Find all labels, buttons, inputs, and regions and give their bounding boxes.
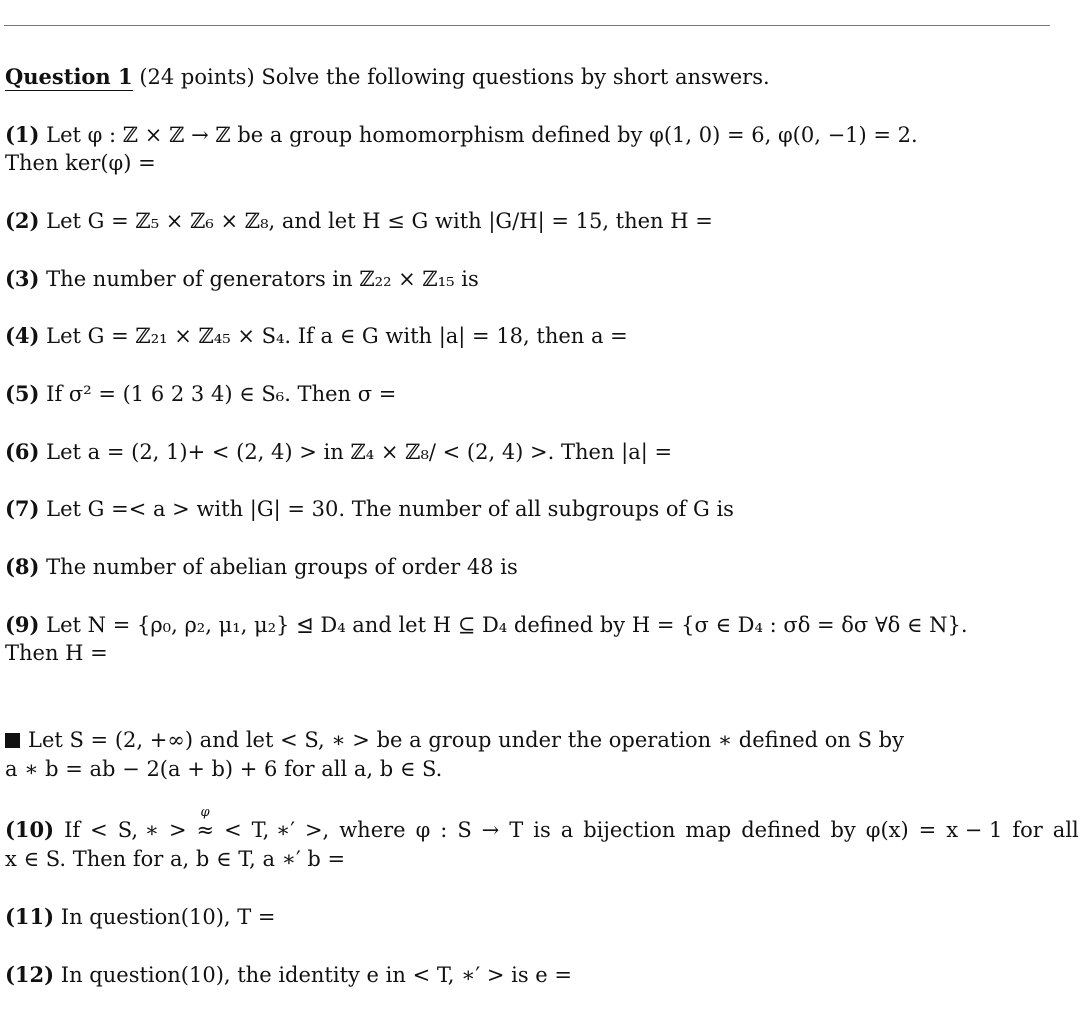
question-10-word: where <box>339 818 406 842</box>
group-definition-line2 <box>5 755 442 783</box>
question-10-word: x − 1 <box>946 818 1003 842</box>
question-number: (6) <box>5 439 40 464</box>
question-10-word: → <box>481 818 500 842</box>
question-10 <box>5 805 1079 844</box>
question-text: The number of generators in ℤ₂₂ × ℤ₁₅ is <box>46 267 479 291</box>
question-2 <box>5 207 713 235</box>
question-text: Let G =< a > with |G| = 30. The number of all subgroups of G is <box>46 497 734 521</box>
question-11 <box>5 903 276 931</box>
question-text: Let N = {ρ₀, ρ₂, μ₁, μ₂} ⊴ D₄ and let H ⊆ D₄ defined by H = {σ ∈ D₄ : σδ = δσ ∀δ ∈ N}. <box>46 613 968 637</box>
top-rule <box>4 25 1050 26</box>
question-text: Let φ : ℤ × ℤ → ℤ be a group homomorphism defined by φ(1, 0) = 6, φ(0, −1) = 2. <box>46 123 918 147</box>
question-text: The number of abelian groups of order 48 is <box>46 555 518 579</box>
question-10-word: T <box>509 818 524 842</box>
question-10-word: S, ∗ <box>117 818 159 842</box>
question-text: Let G = ℤ₂₁ × ℤ₄₅ × S₄. If a ∈ G with |a| = 18, then a = <box>46 324 628 348</box>
question-text: Let a = (2, 1)+ < (2, 4) > in ℤ₄ × ℤ₈/ < (2, 4) >. Then |a| = <box>46 440 673 464</box>
group-definition-text: Let S = (2, +∞) and let < S, ∗ > be a group under the operation ∗ defined on S by <box>28 728 904 752</box>
question-10-word: S <box>457 818 472 842</box>
question-10-word: defined <box>741 818 821 842</box>
question-10-word: < <box>90 818 108 842</box>
question-10-word: a <box>560 818 574 842</box>
question-text: If σ² = (1 6 2 3 4) ∈ S₆. Then σ = <box>46 382 397 406</box>
question-title: Question 1 <box>5 64 133 89</box>
question-text: Then H = <box>5 641 108 665</box>
question-6 <box>5 438 672 466</box>
question-1 <box>5 121 918 149</box>
question-10-word: bijection <box>583 818 676 842</box>
question-text: In question(10), the identity e in < T, ∗′ > is e = <box>60 963 572 987</box>
question-7 <box>5 495 734 523</box>
question-10-word: for <box>1012 818 1043 842</box>
question-number: (8) <box>5 554 40 579</box>
black-square-icon <box>5 733 20 748</box>
question-number: (7) <box>5 496 40 521</box>
question-text: x ∈ S. Then for a, b ∈ T, a ∗′ b = <box>5 847 346 871</box>
question-9 <box>5 611 968 639</box>
question-10-word: T, ∗′ <box>251 818 295 842</box>
question-3 <box>5 265 479 293</box>
question-number: (4) <box>5 323 40 348</box>
question-10-word: φ <box>415 818 431 842</box>
question-1-line2 <box>5 149 156 177</box>
question-4 <box>5 322 628 350</box>
question-8 <box>5 553 518 581</box>
question-intro: (24 points) Solve the following questions by short answers. <box>139 65 770 89</box>
question-10-word: φ ≈ <box>197 816 215 844</box>
question-5 <box>5 380 396 408</box>
question-number: (3) <box>5 266 40 291</box>
question-10-word: φ(x) <box>865 818 909 842</box>
question-10-word: by <box>830 818 856 842</box>
question-10-word: = <box>918 818 937 842</box>
question-number: (2) <box>5 208 40 233</box>
question-number: (5) <box>5 381 40 406</box>
question-number: (11) <box>5 904 55 929</box>
question-number: (9) <box>5 612 40 637</box>
group-definition-text: a ∗ b = ab − 2(a + b) + 6 for all a, b ∈ S. <box>5 757 443 781</box>
question-text: Then ker(φ) = <box>5 151 156 175</box>
question-number: (1) <box>5 122 40 147</box>
question-number: (10) <box>5 817 55 842</box>
question-text: In question(10), T = <box>60 905 276 929</box>
question-10-word: > <box>168 818 187 842</box>
question-10-word: < <box>224 818 242 842</box>
question-10-word: If <box>64 818 81 842</box>
question-10-word: : <box>440 818 448 842</box>
question-12 <box>5 961 572 989</box>
question-10-line2 <box>5 845 345 873</box>
question-10-word: >, <box>304 818 330 842</box>
question-header <box>5 63 770 91</box>
group-definition <box>5 726 904 754</box>
question-9-line2 <box>5 639 108 667</box>
isomorphism-label: φ <box>200 805 210 820</box>
question-number: (12) <box>5 962 55 987</box>
question-10-word: is <box>533 818 551 842</box>
question-10-word: all <box>1052 818 1079 842</box>
question-text: Let G = ℤ₅ × ℤ₆ × ℤ₈, and let H ≤ G with |G/H| = 15, then H = <box>46 209 713 233</box>
question-10-word: map <box>685 818 732 842</box>
